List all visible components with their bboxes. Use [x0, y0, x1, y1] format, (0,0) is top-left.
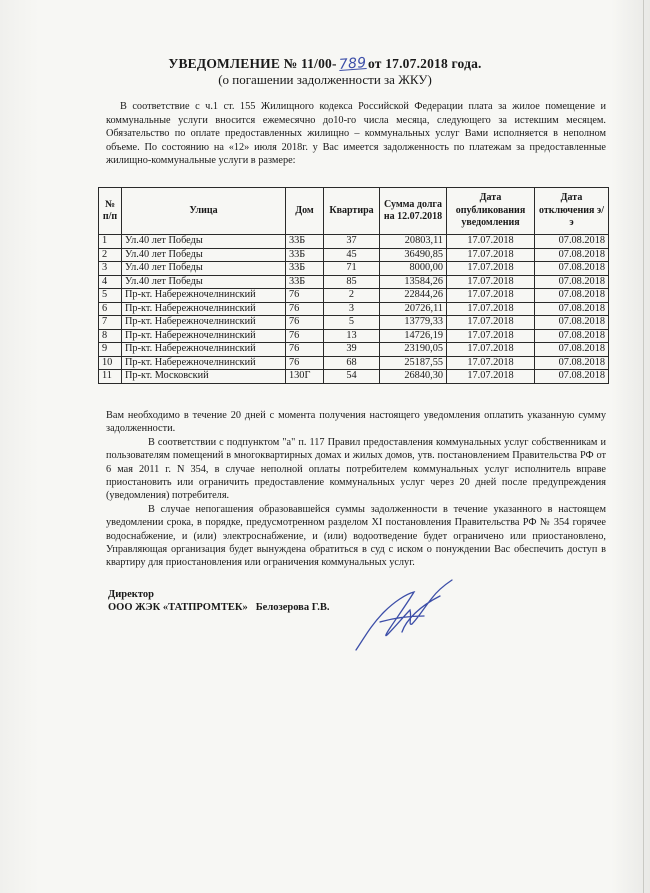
cell-house: 76 — [286, 356, 324, 370]
cell-house: 33Б — [286, 275, 324, 289]
handwritten-signature — [350, 572, 460, 662]
cell-street: Пр-кт. Набережночелнинский — [122, 289, 286, 303]
cell-street: Пр-кт. Набережночелнинский — [122, 316, 286, 330]
cell-num: 7 — [99, 316, 122, 330]
cell-house: 33Б — [286, 248, 324, 262]
cell-num: 4 — [99, 275, 122, 289]
cell-street: Ул.40 лет Победы — [122, 262, 286, 276]
cell-num: 10 — [99, 356, 122, 370]
cell-disconnect: 07.08.2018 — [535, 248, 609, 262]
signer-position: Директор — [108, 589, 154, 600]
cell-published: 17.07.2018 — [447, 302, 535, 316]
header-street: Улица — [122, 188, 286, 235]
cell-apartment: 37 — [324, 235, 380, 249]
cell-num: 11 — [99, 370, 122, 384]
cell-sum: 8000,00 — [380, 262, 447, 276]
cell-street: Ул.40 лет Победы — [122, 235, 286, 249]
header-house: Дом — [286, 188, 324, 235]
cell-house: 76 — [286, 343, 324, 357]
table-row — [99, 343, 609, 357]
cell-street: Пр-кт. Московский — [122, 370, 286, 384]
cell-apartment: 45 — [324, 248, 380, 262]
table-row — [99, 329, 609, 343]
cell-num: 2 — [99, 248, 122, 262]
cell-published: 17.07.2018 — [447, 248, 535, 262]
cell-published: 17.07.2018 — [447, 235, 535, 249]
document-title — [0, 56, 650, 72]
cell-sum: 13779,33 — [380, 316, 447, 330]
cell-street: Пр-кт. Набережночелнинский — [122, 356, 286, 370]
signer-organization: ООО ЖЭК «ТАТПРОМТЕК» — [108, 602, 248, 613]
cell-house: 76 — [286, 329, 324, 343]
debt-table — [98, 187, 609, 384]
signature-block — [108, 588, 329, 614]
cell-disconnect: 07.08.2018 — [535, 343, 609, 357]
legal-basis-paragraph: В соответствии с подпунктом "а" п. 117 Правил предоставления коммунальных услуг собственникам и пользователям помещений в многоквартирных домах и жилых домов, утв. постановлением Правительства РФ от 6 мая 2011 г. N 354, в случае неполной оплаты потребителем коммунальных услуг исполнитель вправе приостановить или ограничить предоставление коммунальных услуг через 20 дней после предупреждения (уведомления) потребителя. — [106, 436, 606, 502]
cell-num: 3 — [99, 262, 122, 276]
cell-street: Ул.40 лет Победы — [122, 275, 286, 289]
cell-sum: 26840,30 — [380, 370, 447, 384]
cell-disconnect: 07.08.2018 — [535, 316, 609, 330]
cell-street: Пр-кт. Набережночелнинский — [122, 302, 286, 316]
cell-apartment: 68 — [324, 356, 380, 370]
cell-disconnect: 07.08.2018 — [535, 262, 609, 276]
payment-deadline-paragraph: Вам необходимо в течение 20 дней с момента получения настоящего уведомления оплатить указанную сумму задолженности. — [106, 410, 606, 435]
cell-sum: 20803,11 — [380, 235, 447, 249]
intro-text: В соответствие с ч.1 ст. 155 Жилищного кодекса Российской Федерации плата за жилое помещение и коммунальные услуги вносится ежемесячно до10-го числа месяца, следующего за истекшим месяцем. Обязательство по оплате предоставленных жилищно – коммунальных услуг Вами исполняется в неполном объеме. По состоянию на «12» июля 2018г. у Вас имеется задолженность по платежам за предоставленные жилищно-коммунальные услуги в размере: — [106, 101, 606, 166]
cell-house: 76 — [286, 302, 324, 316]
cell-sum: 13584,26 — [380, 275, 447, 289]
header-published: Дата опубликования уведомления — [447, 188, 535, 235]
table-row — [99, 302, 609, 316]
table-row — [99, 235, 609, 249]
cell-sum: 22844,26 — [380, 289, 447, 303]
cell-disconnect: 07.08.2018 — [535, 289, 609, 303]
cell-disconnect: 07.08.2018 — [535, 302, 609, 316]
cell-apartment: 13 — [324, 329, 380, 343]
cell-street: Пр-кт. Набережночелнинский — [122, 343, 286, 357]
cell-published: 17.07.2018 — [447, 329, 535, 343]
page-edge — [643, 0, 644, 893]
cell-apartment: 5 — [324, 316, 380, 330]
cell-disconnect: 07.08.2018 — [535, 370, 609, 384]
cell-house: 76 — [286, 289, 324, 303]
cell-sum: 25187,55 — [380, 356, 447, 370]
cell-apartment: 3 — [324, 302, 380, 316]
cell-street: Ул.40 лет Победы — [122, 248, 286, 262]
table-body — [99, 235, 609, 384]
cell-published: 17.07.2018 — [447, 370, 535, 384]
cell-num: 8 — [99, 329, 122, 343]
cell-apartment: 2 — [324, 289, 380, 303]
cell-disconnect: 07.08.2018 — [535, 329, 609, 343]
document-subtitle: (о погашении задолженности за ЖКУ) — [218, 72, 432, 87]
header-disconnect: Дата отключения э/э — [535, 188, 609, 235]
table-row — [99, 356, 609, 370]
table-row — [99, 262, 609, 276]
cell-num: 1 — [99, 235, 122, 249]
cell-apartment: 39 — [324, 343, 380, 357]
table-header-row — [99, 188, 609, 235]
title-prefix: УВЕДОМЛЕНИЕ № 11/00- — [168, 56, 337, 71]
cell-street: Пр-кт. Набережночелнинский — [122, 329, 286, 343]
cell-house: 33Б — [286, 235, 324, 249]
cell-apartment: 54 — [324, 370, 380, 384]
cell-published: 17.07.2018 — [447, 262, 535, 276]
cell-published: 17.07.2018 — [447, 316, 535, 330]
header-num: № п/п — [99, 188, 122, 235]
cell-house: 33Б — [286, 262, 324, 276]
table-row — [99, 289, 609, 303]
body-paragraphs — [106, 409, 606, 570]
cell-num: 6 — [99, 302, 122, 316]
header-sum: Сумма долга на 12.07.2018 — [380, 188, 447, 235]
cell-published: 17.07.2018 — [447, 356, 535, 370]
cell-house: 76 — [286, 316, 324, 330]
cell-num: 5 — [99, 289, 122, 303]
cell-published: 17.07.2018 — [447, 289, 535, 303]
cell-house: 130Г — [286, 370, 324, 384]
header-apartment: Квартира — [324, 188, 380, 235]
intro-paragraph — [106, 100, 606, 168]
table-row — [99, 316, 609, 330]
cell-disconnect: 07.08.2018 — [535, 275, 609, 289]
handwritten-number: 789 — [338, 55, 367, 73]
cell-published: 17.07.2018 — [447, 343, 535, 357]
cell-num: 9 — [99, 343, 122, 357]
cell-sum: 14726,19 — [380, 329, 447, 343]
table-row — [99, 275, 609, 289]
title-suffix: от 17.07.2018 года. — [368, 56, 482, 71]
signer-name: Белозерова Г.В. — [255, 602, 330, 613]
consequences-paragraph: В случае непогашения образовавшейся суммы задолженности в течение указанного в настоящем уведомлении срока, в порядке, предусмотренном разделом XI постановления Правительства РФ № 354 горячее водоснабжение, и (или) электроснабжение, и (или) водоотведение будет ограничено или приостановлено, Управляющая организация будет вынуждена обратиться в суд с иском о понуждении Вас обеспечить доступ в квартиру для приостановления или ограничения коммунальных услуг. — [106, 503, 606, 569]
cell-sum: 20726,11 — [380, 302, 447, 316]
cell-disconnect: 07.08.2018 — [535, 235, 609, 249]
cell-sum: 23190,05 — [380, 343, 447, 357]
table-row — [99, 248, 609, 262]
cell-apartment: 85 — [324, 275, 380, 289]
cell-published: 17.07.2018 — [447, 275, 535, 289]
cell-sum: 36490,85 — [380, 248, 447, 262]
table-row — [99, 370, 609, 384]
cell-disconnect: 07.08.2018 — [535, 356, 609, 370]
cell-apartment: 71 — [324, 262, 380, 276]
